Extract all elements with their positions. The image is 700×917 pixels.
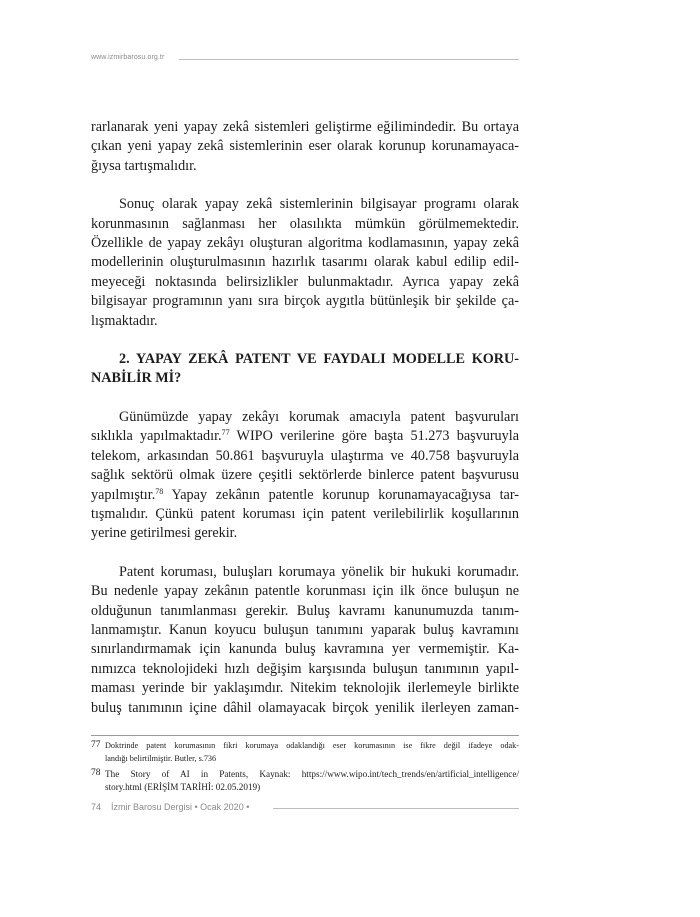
running-header [91,54,519,64]
running-footer [91,802,519,814]
text-line: rarlanarak yeni yapay zekâ sistemleri geliştirme eğilimindedir. Bu ortaya [91,119,519,135]
text-line: çıkan yeni yapay zekâ sistemlerinin eser olarak korunup korunamayaca- [91,138,519,155]
text-line: Patent koruması, buluşları korumaya yönelik bir hukuki korumadır. [119,563,519,580]
text-line: ğıysa tartışmalıdır. [91,157,197,174]
footnote-number: 77 [91,740,101,750]
heading-line: NABİLİR Mİ? [91,370,182,387]
footnote-77 [91,740,519,765]
footnote-line: Doktrinde patent korumasının fikri korumaya odaklandığı eser korumasının ise fikre değil ifadeye odak- [105,741,519,750]
text-line: lışmaktadır. [91,312,158,329]
footnote-number: 78 [91,768,101,779]
footnote-line: landığı belirtilmiştir. Butler, s.736 [105,753,217,763]
text-line: Özellikle de yapay zekâyı oluşturan algoritma kodlamasının, yapay zekâ [91,235,519,252]
footnote-text [105,768,519,793]
footnotes [91,740,519,796]
heading-line: 2. YAPAY ZEKÂ PATENT VE FAYDALI MODELLE KORU- [119,351,519,368]
text-line: Sonuç olarak yapay zekâ sistemlerinin bilgisayar programı olarak [119,196,519,213]
header-rule [179,59,519,60]
footnote-78 [91,768,519,793]
footnote-line: The Story of AI in Patents, Kaynak: https://www.wipo.int/tech_trends/en/artificial_intelligence/ [105,769,519,780]
footnote-text [105,740,519,765]
page-body [91,118,519,718]
footnote-separator [91,735,519,736]
text-line: olduğunun tanımlanması gerekir. Buluş kavramı kanunumuzda tanım- [91,602,519,619]
text-line: sınırlandırmamak için kanunda buluş kavramına yer vermemiştir. Ka- [91,641,519,658]
text-line: modellerinin oluşturulmasının hazırlık tasarımı olarak kabul edilip edil- [91,254,519,271]
text-line: telekom, arkasından 50.861 başvuruyla ulaştırma ve 40.758 başvuruyla [91,447,519,464]
footnote-line: story.html (ERİŞİM TARİHİ: 02.05.2019) [105,781,261,792]
text-line: sıklıkla yapılmaktadır.$^{77}$ WIPO verilerine göre başta 51.273 başvuruyla [91,428,519,445]
paragraph-conclusion [91,195,519,331]
paragraph-patent-applications [91,408,519,544]
journal-title: İzmir Barosu Dergisi • Ocak 2020 • [111,802,250,812]
paragraph-continued [91,118,519,176]
header-url: www.izmirbarosu.org.tr [91,54,165,61]
text-line: sağlık sektörü olmak üzere çeşitli sektörlerde binlerce patent başvurusu [91,467,519,484]
text-line: Bu nedenle yapay zekânın patentle korunması için ilk önce buluşun ne [91,583,519,600]
text-line: lanmamıştır. Kanun koyucu buluşun tanımını yaparak buluş kavramını [91,621,519,638]
text-line: korunmasının sağlanması her olasılıkta mümkün görülmemektedir. [91,215,519,232]
text-line: nımızca teknolojideki hızlı değişim karşısında buluşun tanımının yapıl- [91,660,519,677]
section-heading [91,350,519,389]
text-line: maması yerinde bir yaklaşımdır. Nitekim teknolojik ilerlemeyle birlikte [91,680,519,697]
text-line: yerine getirilmesi gerekir. [91,525,238,542]
text-line: yapılmıştır.$^{78}$ Yapay zekânın patentle korunup korunamayacağıysa tar- [91,486,519,503]
text-line: buluş tanımının içine dâhil olamayacak birçok yenilik ilerleyen zaman- [91,699,519,716]
text-line: bilgisayar programının yanı sıra birçok aygıtla bütünleşik bir şekilde ça- [91,293,519,310]
page-number: 74 [91,802,102,812]
text-line: tışmalıdır. Çünkü patent koruması için patent verilebilirlik koşullarının [91,505,519,522]
footnote-ref-78[interactable]: 78 [155,486,164,496]
footnote-ref-77[interactable]: 77 [221,428,230,438]
text-line: Günümüzde yapay zekâyı korumak amacıyla patent başvuruları [119,408,519,425]
paragraph-patent-protection [91,563,519,718]
text-line: meyeceği noktasında belirsizlikler bulunmaktadır. Ayrıca yapay zekâ [91,273,519,290]
footer-rule [273,808,519,809]
